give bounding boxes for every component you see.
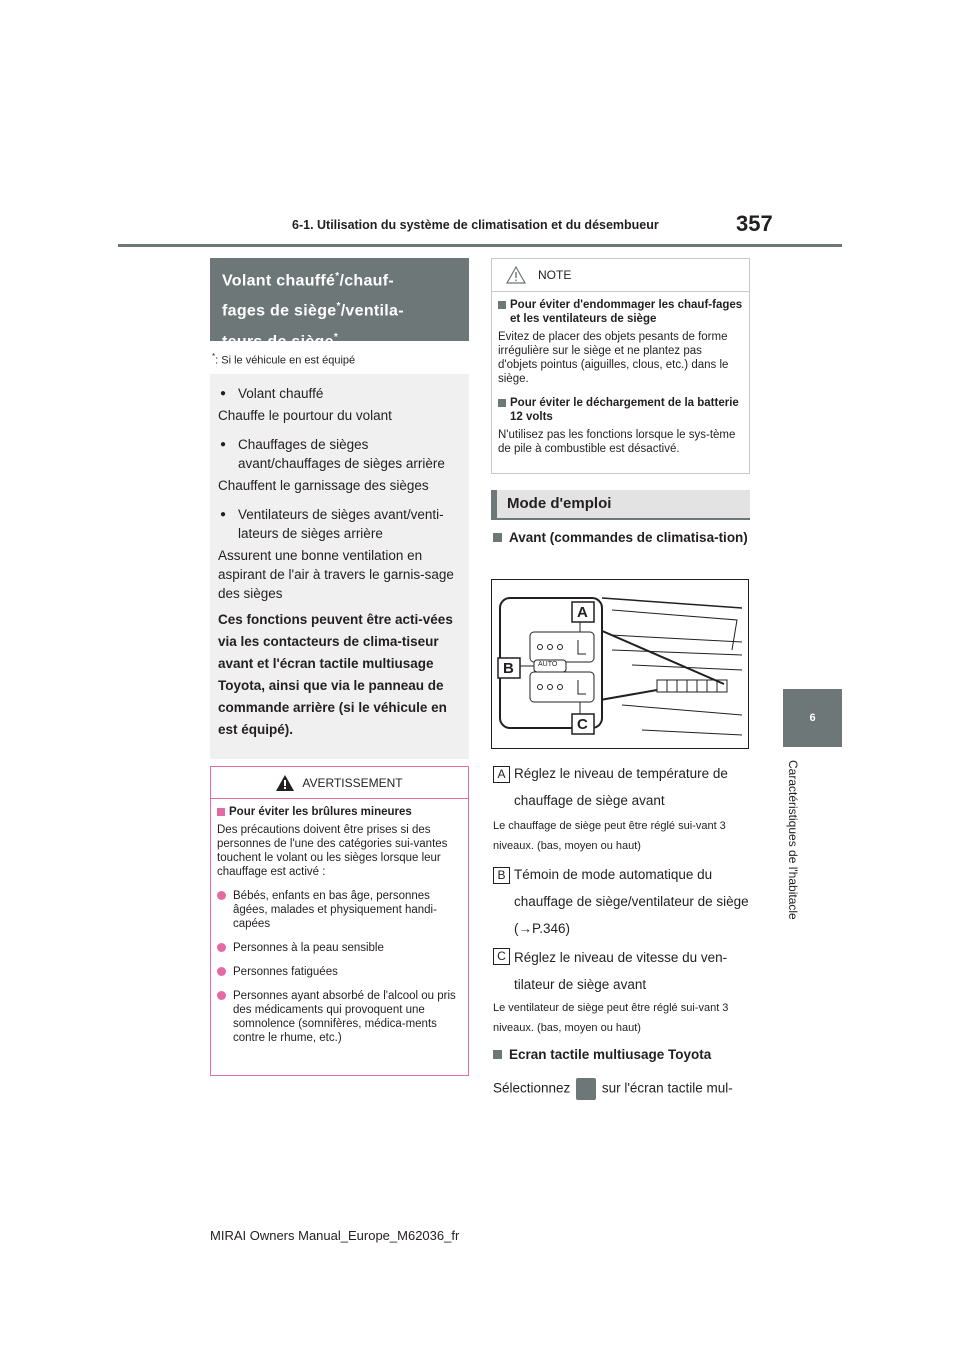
feature-desc: Chauffe le pourtour du volant	[218, 408, 392, 423]
warning-intro: Des précautions doivent être prises si des personnes de l'une des catégories sui-vantes touchent le volant ou les sièges lorsque leur chauffage est activé :	[217, 824, 448, 878]
footer: MIRAI Owners Manual_Europe_M62036_fr	[210, 1228, 460, 1243]
note-header	[492, 259, 749, 292]
item-text-b: Témoin de mode automatique du chauffage de siège/ventilateur de siège (→P.346)	[514, 867, 749, 936]
diagram-label-a: A	[577, 604, 588, 621]
item-label-b: B	[493, 867, 510, 884]
note-text: Evitez de placer des objets pesants de forme irrégulière sur le siège et ne plantez pas d'objets pointus (aiguilles, clous, etc.) dans le siège.	[498, 331, 729, 385]
feature-bullet: ● Volant chauffé	[218, 384, 461, 403]
item-text-a: Réglez le niveau de température de chauffage de siège avant	[514, 766, 728, 808]
diagram-label-c: C	[577, 716, 588, 733]
diagram-label-b: B	[503, 660, 514, 677]
header-divider	[118, 244, 842, 247]
item-text-c: Réglez le niveau de vitesse du ven-tilateur de siège avant	[514, 950, 728, 992]
section-header: 6-1. Utilisation du système de climatisation et du désembueur	[292, 218, 659, 232]
chapter-number: 6	[809, 712, 816, 724]
page-number: 357	[736, 211, 773, 236]
control-panel-diagram	[491, 579, 749, 749]
warning-item: Personnes ayant absorbé de l'alcool ou pris des médicaments qui provoquent une somnolence (somnifères, médica-ments contre le rhume, etc.)	[217, 989, 462, 1045]
note-heading: Pour éviter le déchargement de la batterie 12 volts	[498, 396, 743, 424]
feature-bullet: ● Ventilateurs de sièges avant/venti-lateurs de sièges arrière	[218, 505, 461, 543]
feature-bullet: ● Chauffages de sièges avant/chauffages de sièges arrière	[218, 435, 461, 473]
feature-desc: Chauffent le garnissage des sièges	[218, 478, 429, 493]
note-text: N'utilisez pas les fonctions lorsque le sys-tème de pile à combustible est désactivé.	[498, 429, 736, 455]
note-heading: Pour éviter d'endommager les chauf-fages et les ventilateurs de siège	[498, 298, 743, 326]
caution-triangle-icon	[506, 266, 526, 284]
note-title: NOTE	[538, 268, 572, 282]
subheading-touchscreen: Ecran tactile multiusage Toyota	[491, 1045, 750, 1065]
subheading-front: Avant (commandes de climatisa-tion)	[491, 528, 750, 548]
footnote: *: Si le véhicule en est équipé	[212, 352, 356, 367]
warning-header	[211, 767, 468, 799]
item-label-c: C	[493, 948, 510, 965]
warning-item: Bébés, enfants en bas âge, personnes âgées, malades et physiquement handi-capées	[217, 889, 462, 931]
note-box	[491, 258, 750, 474]
mode-title: Mode d'emploi	[491, 490, 750, 520]
warning-box	[210, 766, 469, 1076]
select-instruction: Sélectionnez sur l'écran tactile mul-	[493, 1078, 733, 1100]
seat-heater-icon	[576, 1078, 596, 1100]
feature-note: Ces fonctions peuvent être acti-vées via les contacteurs de clima-tiseur avant et l'écran tactile multiusage Toyota, ainsi que via le panneau de commande arrière (si le véhicule en est équipé).	[218, 612, 453, 737]
warning-triangle-icon	[276, 775, 294, 791]
warning-heading: Pour éviter les brûlures mineures	[217, 805, 462, 819]
warning-title: AVERTISSEMENT	[302, 775, 403, 790]
item-label-a: A	[493, 766, 510, 783]
warning-item: Personnes fatiguées	[217, 965, 462, 979]
warning-item: Personnes à la peau sensible	[217, 941, 462, 955]
features-box	[210, 374, 469, 759]
feature-desc: Assurent une bonne ventilation en aspirant de l'air à travers le garnis-sage des sièges	[218, 548, 454, 601]
item-note-a: Le chauffage de siège peut être réglé sui-vant 3 niveaux. (bas, moyen ou haut)	[493, 820, 726, 852]
diagram-auto-label: AUTO	[538, 661, 558, 668]
section-title: Volant chauffé*/chauf- fages de siège*/ventila- teurs de siège*	[210, 258, 469, 341]
item-note-c: Le ventilateur de siège peut être réglé sui-vant 3 niveaux. (bas, moyen ou haut)	[493, 1002, 729, 1034]
seat-control-illustration	[492, 580, 748, 748]
chapter-tab[interactable]	[783, 689, 842, 747]
chapter-label: Caractéristiques de l'habitacle	[786, 760, 800, 920]
